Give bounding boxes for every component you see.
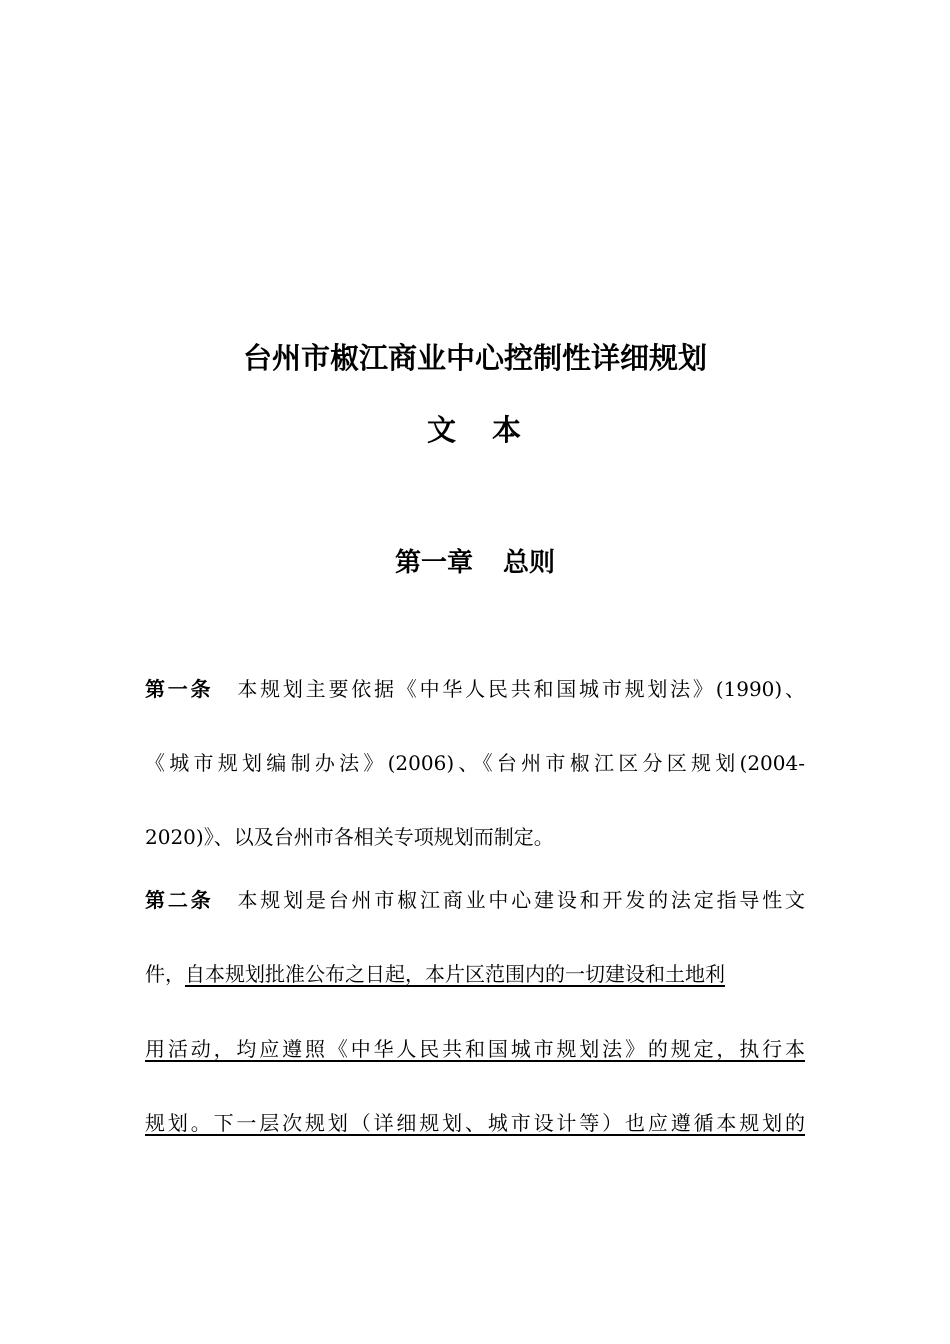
article-2-line-4 [145, 1109, 805, 1137]
subtitle-part-2: 本 [492, 413, 524, 447]
article-2-text-1: 本规划是台州市椒江商业中心建设和开发的法定指导性文 [237, 888, 805, 912]
article-2-line-2 [145, 960, 805, 988]
article-1-text-2: 《城市规划编制办法》(2006)、《台州市椒江区分区规划(2004- [145, 751, 805, 775]
article-1-text-1: 本规划主要依据《中华人民共和国城市规划法》(1990)、 [237, 677, 805, 701]
article-1-line-2 [145, 749, 805, 777]
chapter-heading [0, 542, 950, 579]
chapter-number: 第一章 [394, 548, 473, 578]
chapter-name: 总则 [503, 548, 556, 578]
document-title: 台州市椒江商业中心控制性详细规划 [242, 341, 707, 375]
article-2-label: 第二条 [145, 888, 214, 912]
article-1-line-3 [145, 823, 805, 851]
article-2-text-4: 规划。下一层次规划（详细规划、城市设计等）也应遵循本规划的 [145, 1111, 805, 1135]
article-1-line-1 [145, 675, 805, 703]
article-1-text-3: 2020)》、以及台州市各相关专项规划而制定。 [145, 825, 554, 849]
article-2-text-2b: 自本规划批准公布之日起，本片区范围内的一切建设和土地利 [185, 962, 725, 986]
document-subtitle [0, 408, 950, 449]
article-2-text-3: 用活动，均应遵照《中华人民共和国城市规划法》的规定，执行本 [145, 1037, 805, 1061]
article-2-text-2a: 件， [145, 962, 185, 986]
article-2-line-1 [145, 886, 805, 914]
article-2-line-3 [145, 1035, 805, 1063]
subtitle-part-1: 文 [426, 413, 458, 447]
article-1-label: 第一条 [145, 677, 214, 701]
